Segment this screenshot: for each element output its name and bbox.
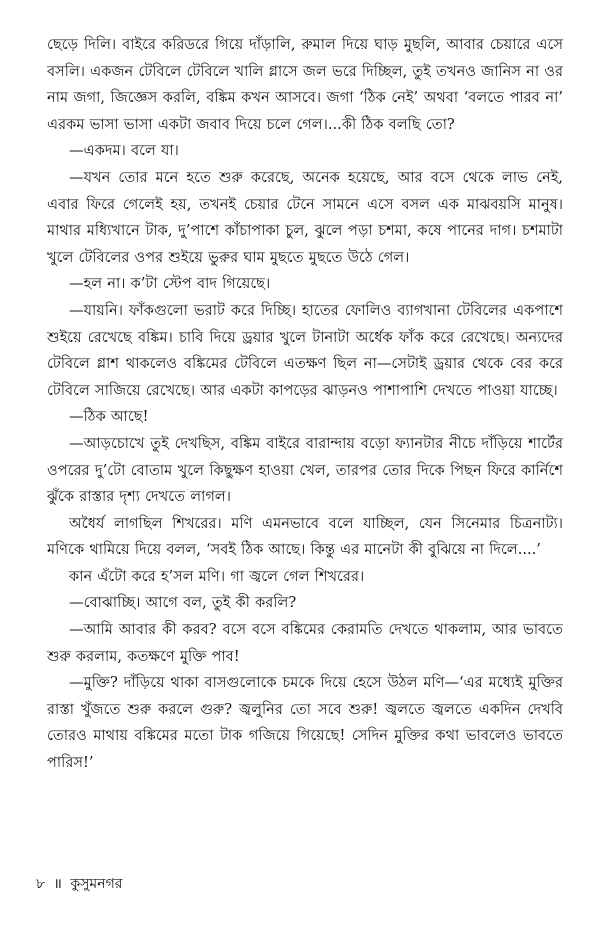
paragraph: —একদম। বলে যা। xyxy=(69,142,179,160)
paragraph: —আমি আবার কী করব? বসে বসে বঙ্কিমের কেরামতি দেখতে থাকলাম, আর ভাবতে শুরু করলাম, কতক্ষণে মুক্তি পাব! xyxy=(47,621,563,665)
paragraph: অধৈর্য লাগছিল শিখরের। মণি এমনভাবে বলে যাচ্ছিল, যেন সিনেমার চিত্রনাট্য। মণিকে থামিয়ে দিয়ে বলল, ‘সবই ঠিক আছে। কিন্তু এর মানেটা কী বুঝিয়ে না দিলে....’ xyxy=(47,514,563,559)
paragraph: —হল না। ক’টা স্টেপ বাদ গিয়েছে। xyxy=(69,275,271,293)
paragraph: —ঠিক আছে! xyxy=(69,408,149,426)
paragraph: —মুক্তি? দাঁড়িয়ে থাকা বাসগুলোকে চমকে দিয়ে হেসে উঠল মণি—‘এর মধ্যেই মুক্তির রাস্তা খুঁজতে শুরু করলে গুরু? জ্বলুনির তো সবে শুরু! জ্বলতে জ্বলতে একদিন দেখবি তোরও মাথায় বঙ্কিমের মতো টাক গজিয়ে গিয়েছে! সেদিন মুক্তির কথা ভাবলেও ভাবতে পারিস!’ xyxy=(47,674,563,772)
paragraph: কান এঁটো করে হ’সল মণি। গা জ্বলে গেল শিখরের। xyxy=(69,567,365,585)
page-number: ৮ xyxy=(36,876,46,892)
footer-separator: ॥ xyxy=(53,876,62,892)
paragraph: —যখন তোর মনে হতে শুরু করেছে, অনেক হয়েছে, আর বসে থেকে লাভ নেই, এবার ফিরে গেলেই হয়, তখনই চেয়ার টেনে সামনে এসে বসল এক মাঝবয়সি মানুষ। মাথার মধ্যিখানে টাক, দু’পাশে কাঁচাপাকা চুল, ঝুলে পড়া চশমা, কষে পানের দাগ। চশমাটা খুলে টেবিলের ওপর শুইয়ে ভুরুর ঘাম মুছতে মুছতে উঠে গেল। xyxy=(47,168,563,266)
paragraph: —বোঝাচ্ছি। আগে বল, তুই কী করলি? xyxy=(69,594,297,612)
page-footer xyxy=(36,874,126,894)
paragraph: ছেড়ে দিলি। বাইরে করিডরে গিয়ে দাঁড়ালি, রুমাল দিয়ে ঘাড় মুছলি, আবার চেয়ারে এসে বসলি। একজন টেবিলে টেবিলে খালি গ্লাসে জল ভরে দিচ্ছিল, তুই তখনও জানিস না ওর নাম জগা, জিজ্ঞেস করলি, বঙ্কিম কখন আসবে। জগা ‘ঠিক নেই’ অথবা ‘বলতে পারব না’ এরকম ভাসা ভাসা একটা জবাব দিয়ে চলে গেল।...কী ঠিক বলছি তো? xyxy=(47,36,563,133)
page-body xyxy=(47,32,563,902)
paragraph: —আড়চোখে তুই দেখছিস, বঙ্কিম বাইরে বারান্দায় বড়ো ফ্যানটার নীচে দাঁড়িয়ে শার্টের ওপরের দু’টো বোতাম খুলে কিছুক্ষণ হাওয়া খেল, তারপর তোর দিকে পিছন ফিরে কার্নিশে ঝুঁকে রাস্তার দৃশ্য দেখতে লাগল। xyxy=(47,434,563,506)
paragraph: —যায়নি। ফাঁকগুলো ভরাট করে দিচ্ছি। হাতের ফোলিও ব্যাগখানা টেবিলের একপাশে শুইয়ে রেখেছে বঙ্কিম। চাবি দিয়ে ড্রয়ার খুলে টানাটা অর্ধেক ফাঁক করে রেখেছে। অন্যদের টেবিলে গ্লাশ থাকলেও বঙ্কিমের টেবিলে এতক্ষণ ছিল না—সেটাই ড্রয়ার থেকে বের করে টেবিলে সাজিয়ে রেখেছে। আর একটা কাপড়ের ঝাড়নও পাশাপাশি দেখতে পাওয়া যাচ্ছে। xyxy=(47,301,563,399)
book-title: কুসুমনগর xyxy=(70,876,123,892)
